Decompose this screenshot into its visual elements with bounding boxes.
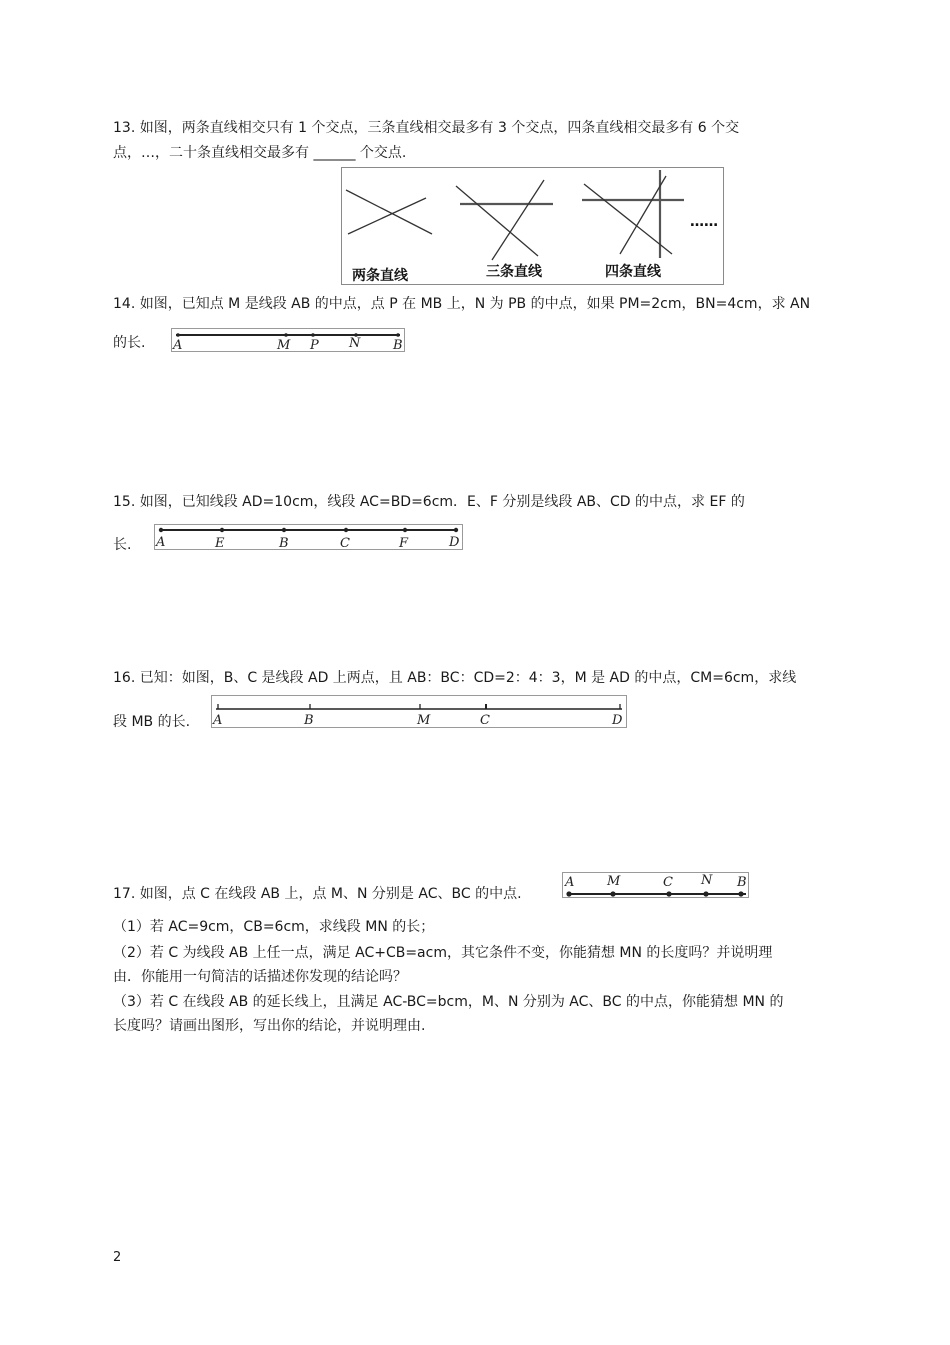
problem-17-q3-line-1: （3）若 C 在线段 AB 的延长线上，且满足 AC-BC=bcm，M、N 分别为 AC、BC 的中点，你能猜想 MN 的 xyxy=(113,994,784,1010)
point-label-d: D xyxy=(612,713,623,727)
caption-two-lines: 两条直线 xyxy=(352,268,408,284)
point-label-n: N xyxy=(701,873,713,888)
point-label-c: C xyxy=(480,713,490,727)
problem-13-line-2: 点，…，二十条直线相交最多有 ______ 个交点. xyxy=(113,145,407,161)
point-label-b: B xyxy=(393,338,403,351)
segment-figure-14 xyxy=(171,328,405,352)
segment-figure-15 xyxy=(154,524,463,550)
lines-intersection-figure xyxy=(341,167,724,285)
ellipsis-text: …… xyxy=(690,214,718,230)
caption-four-lines: 四条直线 xyxy=(605,264,661,280)
problem-14-line-1: 14. 如图，已知点 M 是线段 AB 的中点，点 P 在 MB 上，N 为 PB 的中点，如果 PM=2cm，BN=4cm，求 AN xyxy=(113,296,811,312)
point-label-c: C xyxy=(663,875,673,890)
problem-17-q3-line-2: 长度吗？请画出图形，写出你的结论，并说明理由. xyxy=(113,1018,426,1034)
problem-17-q2-line-2: 由．你能用一句简洁的话描述你发现的结论吗？ xyxy=(113,969,407,985)
point-label-b: B xyxy=(737,875,747,890)
point-label-m: M xyxy=(607,874,621,889)
problem-17-q1: （1）若 AC=9cm，CB=6cm，求线段 MN 的长； xyxy=(113,919,435,935)
page-number: 2 xyxy=(113,1250,122,1265)
point-label-c: C xyxy=(340,536,350,549)
segment-figure-16 xyxy=(211,695,627,728)
problem-17-line-1: 17. 如图，点 C 在线段 AB 上，点 M、N 分别是 AC、BC 的中点. xyxy=(113,886,522,902)
problem-14-line-2: 的长. xyxy=(113,335,146,351)
point-label-d: D xyxy=(449,535,460,549)
segment-figure-17 xyxy=(562,872,749,898)
problem-17-q2-line-1: （2）若 C 为线段 AB 上任一点，满足 AC+CB=acm，其它条件不变，你能猜想 MN 的长度吗？并说明理 xyxy=(113,945,773,961)
point-label-m: M xyxy=(277,338,291,351)
point-label-m: M xyxy=(417,713,431,727)
problem-13-line-1: 13. 如图，两条直线相交只有 1 个交点，三条直线相交最多有 3 个交点，四条直线相交最多有 6 个交 xyxy=(113,120,740,136)
point-label-a: A xyxy=(213,713,223,727)
caption-three-lines: 三条直线 xyxy=(486,264,542,280)
point-label-a: A xyxy=(173,338,183,351)
point-label-a: A xyxy=(565,875,575,890)
point-label-e: E xyxy=(215,536,225,549)
point-label-n: N xyxy=(349,336,361,351)
problem-15-line-1: 15. 如图，已知线段 AD=10cm，线段 AC=BD=6cm．E、F 分别是线段 AB、CD 的中点，求 EF 的 xyxy=(113,494,745,510)
point-label-b: B xyxy=(279,536,289,549)
problem-16-line-2: 段 MB 的长. xyxy=(113,714,191,730)
point-label-a: A xyxy=(156,535,166,549)
problem-15-line-2: 长. xyxy=(113,537,132,553)
point-label-b: B xyxy=(304,713,314,727)
problem-16-line-1: 16. 已知：如图，B、C 是线段 AD 上两点，且 AB：BC：CD=2：4：3，M 是 AD 的中点，CM=6cm，求线 xyxy=(113,670,797,686)
point-label-f: F xyxy=(399,536,409,549)
point-label-p: P xyxy=(310,338,319,351)
